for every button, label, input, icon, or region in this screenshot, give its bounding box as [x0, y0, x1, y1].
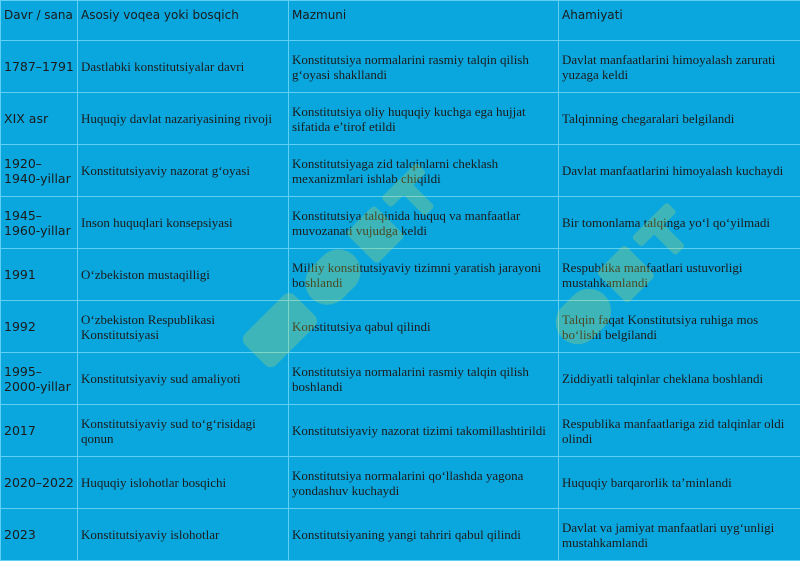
table-row — [1, 301, 800, 353]
cell-significance: Talqin faqat Konstitutsiya ruhiga mos bo‘lishi belgilandi — [559, 301, 800, 353]
cell-event: Huquqiy davlat nazariyasining rivoji — [78, 93, 289, 145]
table-row — [1, 145, 800, 197]
cell-period: 1787–1791 — [1, 41, 78, 93]
cell-period: 2023 — [1, 509, 78, 561]
header-event: Asosiy voqea yoki bosqich — [78, 1, 289, 41]
cell-significance: Talqinning chegaralari belgilandi — [559, 93, 800, 145]
table-row — [1, 405, 800, 457]
cell-significance: Davlat manfaatlarini himoyalash zarurati yuzaga keldi — [559, 41, 800, 93]
header-significance: Ahamiyati — [559, 1, 800, 41]
cell-event: Konstitutsiyaviy sud amaliyoti — [78, 353, 289, 405]
cell-event: Konstitutsiyaviy islohotlar — [78, 509, 289, 561]
cell-event: Inson huquqlari konsepsiyasi — [78, 197, 289, 249]
table-row — [1, 41, 800, 93]
table-header — [1, 1, 800, 41]
cell-event: Dastlabki konstitutsiyalar davri — [78, 41, 289, 93]
cell-period: 2020–2022 — [1, 457, 78, 509]
table-body — [1, 41, 800, 561]
cell-period: 1920–1940-yillar — [1, 145, 78, 197]
cell-event: Konstitutsiyaviy nazorat g‘oyasi — [78, 145, 289, 197]
header-row — [1, 1, 800, 41]
cell-content: Konstitutsiya normalarini qo‘llashda yagona yondashuv kuchaydi — [289, 457, 559, 509]
cell-content: Milliy konstitutsiyaviy tizimni yaratish jarayoni boshlandi — [289, 249, 559, 301]
cell-period: 1995–2000-yillar — [1, 353, 78, 405]
cell-event: O‘zbekiston Respublikasi Konstitutsiyasi — [78, 301, 289, 353]
cell-content: Konstitutsiyaning yangi tahriri qabul qilindi — [289, 509, 559, 561]
header-period: Davr / sana — [1, 1, 78, 41]
cell-event: O‘zbekiston mustaqilligi — [78, 249, 289, 301]
cell-event: Huquqiy islohotlar bosqichi — [78, 457, 289, 509]
cell-significance: Ziddiyatli talqinlar cheklana boshlandi — [559, 353, 800, 405]
cell-content: Konstitutsiyaviy nazorat tizimi takomillashtirildi — [289, 405, 559, 457]
cell-content: Konstitutsiya normalarini rasmiy talqin qilish g‘oyasi shakllandi — [289, 41, 559, 93]
cell-event: Konstitutsiyaviy sud to‘g‘risidagi qonun — [78, 405, 289, 457]
cell-content: Konstitutsiya qabul qilindi — [289, 301, 559, 353]
cell-content: Konstitutsiya talqinida huquq va manfaatlar muvozanati vujudga keldi — [289, 197, 559, 249]
table-row — [1, 93, 800, 145]
cell-period: 1992 — [1, 301, 78, 353]
cell-period: 1991 — [1, 249, 78, 301]
cell-significance: Respublika manfaatlari ustuvorligi mustahkamlandi — [559, 249, 800, 301]
cell-significance: Respublika manfaatlariga zid talqinlar oldi olindi — [559, 405, 800, 457]
table-row — [1, 249, 800, 301]
header-content: Mazmuni — [289, 1, 559, 41]
cell-significance: Davlat manfaatlarini himoyalash kuchaydi — [559, 145, 800, 197]
cell-significance: Huquqiy barqarorlik ta’minlandi — [559, 457, 800, 509]
cell-period: 1945–1960-yillar — [1, 197, 78, 249]
cell-content: Konstitutsiyaga zid talqinlarni cheklash mexanizmlari ishlab chiqildi — [289, 145, 559, 197]
cell-content: Konstitutsiya normalarini rasmiy talqin qilish boshlandi — [289, 353, 559, 405]
cell-period: 2017 — [1, 405, 78, 457]
cell-content: Konstitutsiya oliy huquqiy kuchga ega hujjat sifatida e’tirof etildi — [289, 93, 559, 145]
cell-significance: Bir tomonlama talqinga yo‘l qo‘yilmadi — [559, 197, 800, 249]
table-row — [1, 353, 800, 405]
cell-significance: Davlat va jamiyat manfaatlari uyg‘unligi mustahkamlandi — [559, 509, 800, 561]
table-row — [1, 197, 800, 249]
table-row — [1, 457, 800, 509]
cell-period: XIX asr — [1, 93, 78, 145]
